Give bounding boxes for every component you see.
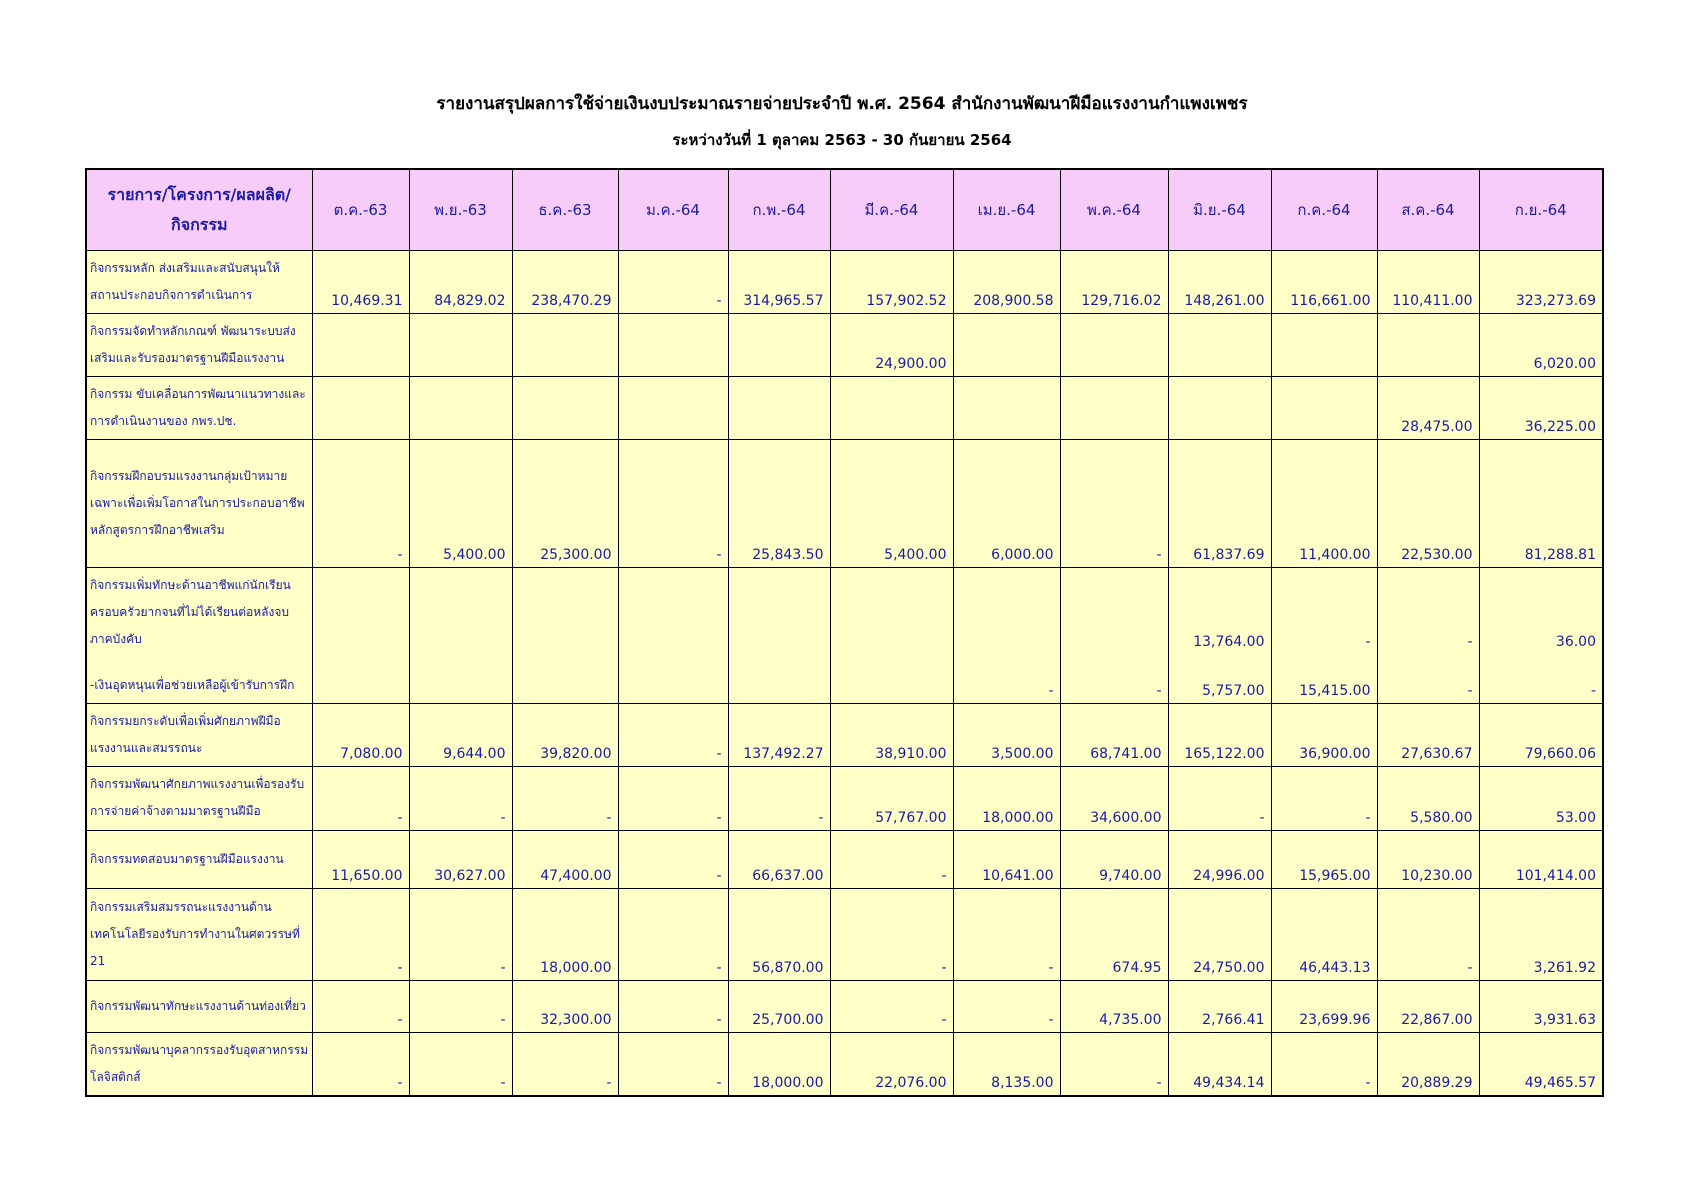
value-cell: 101,414.00 xyxy=(1479,830,1603,888)
value-cell: - xyxy=(312,980,409,1032)
value-cell: 5,400.00 xyxy=(409,440,512,568)
value-cell xyxy=(1271,314,1377,377)
value-cell: - xyxy=(312,888,409,980)
header-month: ก.ค.-64 xyxy=(1271,169,1377,251)
value-cell: 28,475.00 xyxy=(1377,377,1479,440)
row-label: กิจกรรมยกระดับเพื่อเพิ่มศักยภาพฝีมือแรงงานและสมรรถนะ xyxy=(86,703,312,766)
value-cell: - xyxy=(1377,668,1479,704)
value-cell xyxy=(953,377,1060,440)
value-cell: - xyxy=(409,980,512,1032)
value-cell: 6,000.00 xyxy=(953,440,1060,568)
value-cell: - xyxy=(728,766,830,830)
value-cell: 24,996.00 xyxy=(1168,830,1271,888)
value-cell xyxy=(1060,314,1168,377)
table-row xyxy=(86,377,1603,440)
value-cell: - xyxy=(618,766,728,830)
value-cell xyxy=(1271,377,1377,440)
value-cell: 20,889.29 xyxy=(1377,1032,1479,1096)
value-cell: 18,000.00 xyxy=(512,888,618,980)
value-cell: - xyxy=(1377,568,1479,668)
value-cell: 10,230.00 xyxy=(1377,830,1479,888)
value-cell: - xyxy=(953,668,1060,704)
value-cell xyxy=(618,314,728,377)
value-cell: - xyxy=(618,251,728,314)
value-cell: 10,641.00 xyxy=(953,830,1060,888)
value-cell: 10,469.31 xyxy=(312,251,409,314)
report-title: รายงานสรุปผลการใช้จ่ายเงินงบประมาณรายจ่ายประจำปี พ.ศ. 2564 สำนักงานพัฒนาฝีมือแรงงานกำแพงเพชร xyxy=(436,94,1248,114)
table-row xyxy=(86,888,1603,980)
value-cell xyxy=(618,568,728,668)
value-cell: 25,300.00 xyxy=(512,440,618,568)
value-cell: - xyxy=(409,888,512,980)
value-cell: 53.00 xyxy=(1479,766,1603,830)
value-cell: - xyxy=(618,440,728,568)
value-cell: - xyxy=(1060,1032,1168,1096)
table-row xyxy=(86,980,1603,1032)
value-cell: 9,644.00 xyxy=(409,703,512,766)
value-cell: 18,000.00 xyxy=(728,1032,830,1096)
value-cell: 36,225.00 xyxy=(1479,377,1603,440)
value-cell: - xyxy=(312,440,409,568)
value-cell xyxy=(409,668,512,704)
value-cell: 5,757.00 xyxy=(1168,668,1271,704)
value-cell: 49,465.57 xyxy=(1479,1032,1603,1096)
value-cell: 314,965.57 xyxy=(728,251,830,314)
value-cell: 110,411.00 xyxy=(1377,251,1479,314)
row-label: -เงินอุดหนุนเพื่อช่วยเหลือผู้เข้ารับการฝึก xyxy=(86,668,312,704)
row-label: กิจกรรมพัฒนาทักษะแรงงานด้านท่องเที่ยว xyxy=(86,980,312,1032)
value-cell xyxy=(728,568,830,668)
table-row xyxy=(86,766,1603,830)
value-cell: 674.95 xyxy=(1060,888,1168,980)
value-cell xyxy=(830,377,953,440)
value-cell: 6,020.00 xyxy=(1479,314,1603,377)
row-label: กิจกรรมทดสอบมาตรฐานฝีมือแรงงาน xyxy=(86,830,312,888)
row-label: กิจกรรมฝึกอบรมแรงงานกลุ่มเป้าหมายเฉพาะเพื่อเพิ่มโอกาสในการประกอบอาชีพ หลักสูตรการฝึกอาชีพเสริม xyxy=(86,440,312,568)
value-cell: 8,135.00 xyxy=(953,1032,1060,1096)
value-cell: 18,000.00 xyxy=(953,766,1060,830)
value-cell: 238,470.29 xyxy=(512,251,618,314)
header-month: พ.ย.-63 xyxy=(409,169,512,251)
value-cell: - xyxy=(1168,766,1271,830)
value-cell: 148,261.00 xyxy=(1168,251,1271,314)
value-cell: 11,400.00 xyxy=(1271,440,1377,568)
value-cell: 30,627.00 xyxy=(409,830,512,888)
header-month: ธ.ค.-63 xyxy=(512,169,618,251)
value-cell: 49,434.14 xyxy=(1168,1032,1271,1096)
row-label: กิจกรรมเสริมสมรรถนะแรงงานด้านเทคโนโลยีรองรับการทำงานในศตวรรษที่ 21 xyxy=(86,888,312,980)
value-cell xyxy=(618,377,728,440)
value-cell xyxy=(312,314,409,377)
value-cell xyxy=(953,314,1060,377)
value-cell: 9,740.00 xyxy=(1060,830,1168,888)
value-cell: 15,965.00 xyxy=(1271,830,1377,888)
value-cell: 39,820.00 xyxy=(512,703,618,766)
value-cell: 36,900.00 xyxy=(1271,703,1377,766)
value-cell: - xyxy=(1377,888,1479,980)
table-row xyxy=(86,251,1603,314)
value-cell: 3,500.00 xyxy=(953,703,1060,766)
value-cell: 4,735.00 xyxy=(1060,980,1168,1032)
value-cell: 11,650.00 xyxy=(312,830,409,888)
table-row xyxy=(86,440,1603,568)
table-row xyxy=(86,830,1603,888)
value-cell xyxy=(1060,568,1168,668)
value-cell xyxy=(1060,377,1168,440)
value-cell: - xyxy=(618,830,728,888)
value-cell xyxy=(618,668,728,704)
value-cell: 5,400.00 xyxy=(830,440,953,568)
value-cell: - xyxy=(618,888,728,980)
budget-table xyxy=(85,168,1604,1097)
value-cell xyxy=(409,377,512,440)
value-cell: - xyxy=(1060,668,1168,704)
value-cell: 57,767.00 xyxy=(830,766,953,830)
value-cell: 157,902.52 xyxy=(830,251,953,314)
header-month: ส.ค.-64 xyxy=(1377,169,1479,251)
value-cell: 116,661.00 xyxy=(1271,251,1377,314)
value-cell: - xyxy=(830,830,953,888)
value-cell xyxy=(312,377,409,440)
value-cell: 165,122.00 xyxy=(1168,703,1271,766)
value-cell xyxy=(830,568,953,668)
value-cell: - xyxy=(830,980,953,1032)
value-cell: 61,837.69 xyxy=(1168,440,1271,568)
value-cell: - xyxy=(1271,568,1377,668)
value-cell: - xyxy=(953,980,1060,1032)
value-cell: 47,400.00 xyxy=(512,830,618,888)
value-cell: - xyxy=(830,888,953,980)
value-cell: 38,910.00 xyxy=(830,703,953,766)
value-cell xyxy=(1168,314,1271,377)
row-label: กิจกรรมจัดทำหลักเกณฑ์ พัฒนาระบบส่งเสริมและรับรองมาตรฐานฝีมือแรงงาน xyxy=(86,314,312,377)
value-cell: - xyxy=(953,888,1060,980)
value-cell: 36.00 xyxy=(1479,568,1603,668)
row-label: กิจกรรมพัฒนาบุคลากรรองรับอุตสาหกรรมโลจิสติกส์ xyxy=(86,1032,312,1096)
value-cell: - xyxy=(312,1032,409,1096)
header-label: รายการ/โครงการ/ผลผลิต/ กิจกรรม xyxy=(86,169,312,251)
value-cell: 15,415.00 xyxy=(1271,668,1377,704)
value-cell: 22,867.00 xyxy=(1377,980,1479,1032)
value-cell xyxy=(312,668,409,704)
value-cell: 2,766.41 xyxy=(1168,980,1271,1032)
value-cell xyxy=(728,668,830,704)
value-cell xyxy=(512,377,618,440)
value-cell xyxy=(512,668,618,704)
row-label: กิจกรรมเพิ่มทักษะด้านอาชีพแก่นักเรียนครอบครัวยากจนที่ไม่ได้เรียนต่อหลังจบภาคบังคับ xyxy=(86,568,312,668)
value-cell: 79,660.06 xyxy=(1479,703,1603,766)
value-cell: - xyxy=(512,766,618,830)
value-cell: 323,273.69 xyxy=(1479,251,1603,314)
value-cell xyxy=(728,314,830,377)
value-cell: - xyxy=(1271,766,1377,830)
table-row xyxy=(86,314,1603,377)
table-row xyxy=(86,568,1603,668)
value-cell: 22,076.00 xyxy=(830,1032,953,1096)
value-cell: - xyxy=(618,703,728,766)
value-cell: 137,492.27 xyxy=(728,703,830,766)
value-cell xyxy=(830,668,953,704)
header-month: ต.ค.-63 xyxy=(312,169,409,251)
value-cell: 25,843.50 xyxy=(728,440,830,568)
value-cell: - xyxy=(1271,1032,1377,1096)
value-cell: 24,900.00 xyxy=(830,314,953,377)
value-cell: - xyxy=(1479,668,1603,704)
header-month: มี.ค.-64 xyxy=(830,169,953,251)
value-cell xyxy=(409,314,512,377)
table-body xyxy=(86,251,1603,1096)
value-cell: 24,750.00 xyxy=(1168,888,1271,980)
value-cell: 129,716.02 xyxy=(1060,251,1168,314)
value-cell: 22,530.00 xyxy=(1377,440,1479,568)
value-cell: 7,080.00 xyxy=(312,703,409,766)
value-cell: 46,443.13 xyxy=(1271,888,1377,980)
value-cell: 68,741.00 xyxy=(1060,703,1168,766)
value-cell: - xyxy=(512,1032,618,1096)
header-month: พ.ค.-64 xyxy=(1060,169,1168,251)
value-cell xyxy=(1168,377,1271,440)
value-cell: 27,630.67 xyxy=(1377,703,1479,766)
value-cell: 23,699.96 xyxy=(1271,980,1377,1032)
table-row xyxy=(86,1032,1603,1096)
header-month: ก.ย.-64 xyxy=(1479,169,1603,251)
value-cell: - xyxy=(409,1032,512,1096)
value-cell: 66,637.00 xyxy=(728,830,830,888)
value-cell: 34,600.00 xyxy=(1060,766,1168,830)
value-cell xyxy=(512,568,618,668)
value-cell: 32,300.00 xyxy=(512,980,618,1032)
value-cell xyxy=(409,568,512,668)
value-cell: 81,288.81 xyxy=(1479,440,1603,568)
report-subtitle: ระหว่างวันที่ 1 ตุลาคม 2563 - 30 กันยายน 2564 xyxy=(672,131,1012,149)
value-cell xyxy=(1377,314,1479,377)
value-cell: 3,931.63 xyxy=(1479,980,1603,1032)
row-label: กิจกรรม ขับเคลื่อนการพัฒนาแนวทางและการดำเนินงานของ กพร.ปช. xyxy=(86,377,312,440)
value-cell: - xyxy=(312,766,409,830)
value-cell: - xyxy=(409,766,512,830)
value-cell: - xyxy=(618,980,728,1032)
row-label: กิจกรรมพัฒนาศักยภาพแรงงานเพื่อรองรับการจ่ายค่าจ้างตามมาตรฐานฝีมือ xyxy=(86,766,312,830)
header-month: เม.ย.-64 xyxy=(953,169,1060,251)
value-cell: 13,764.00 xyxy=(1168,568,1271,668)
row-label: กิจกรรมหลัก ส่งเสริมและสนับสนุนให้สถานประกอบกิจการดำเนินการ xyxy=(86,251,312,314)
value-cell: 25,700.00 xyxy=(728,980,830,1032)
value-cell: 56,870.00 xyxy=(728,888,830,980)
value-cell: 5,580.00 xyxy=(1377,766,1479,830)
value-cell xyxy=(312,568,409,668)
table-row xyxy=(86,703,1603,766)
value-cell xyxy=(512,314,618,377)
value-cell: 208,900.58 xyxy=(953,251,1060,314)
value-cell: 84,829.02 xyxy=(409,251,512,314)
table-row xyxy=(86,668,1603,704)
value-cell: 3,261.92 xyxy=(1479,888,1603,980)
table-header-row xyxy=(86,169,1603,251)
header-month: มิ.ย.-64 xyxy=(1168,169,1271,251)
value-cell xyxy=(728,377,830,440)
value-cell xyxy=(953,568,1060,668)
header-month: ม.ค.-64 xyxy=(618,169,728,251)
value-cell: - xyxy=(1060,440,1168,568)
header-month: ก.พ.-64 xyxy=(728,169,830,251)
value-cell: - xyxy=(618,1032,728,1096)
